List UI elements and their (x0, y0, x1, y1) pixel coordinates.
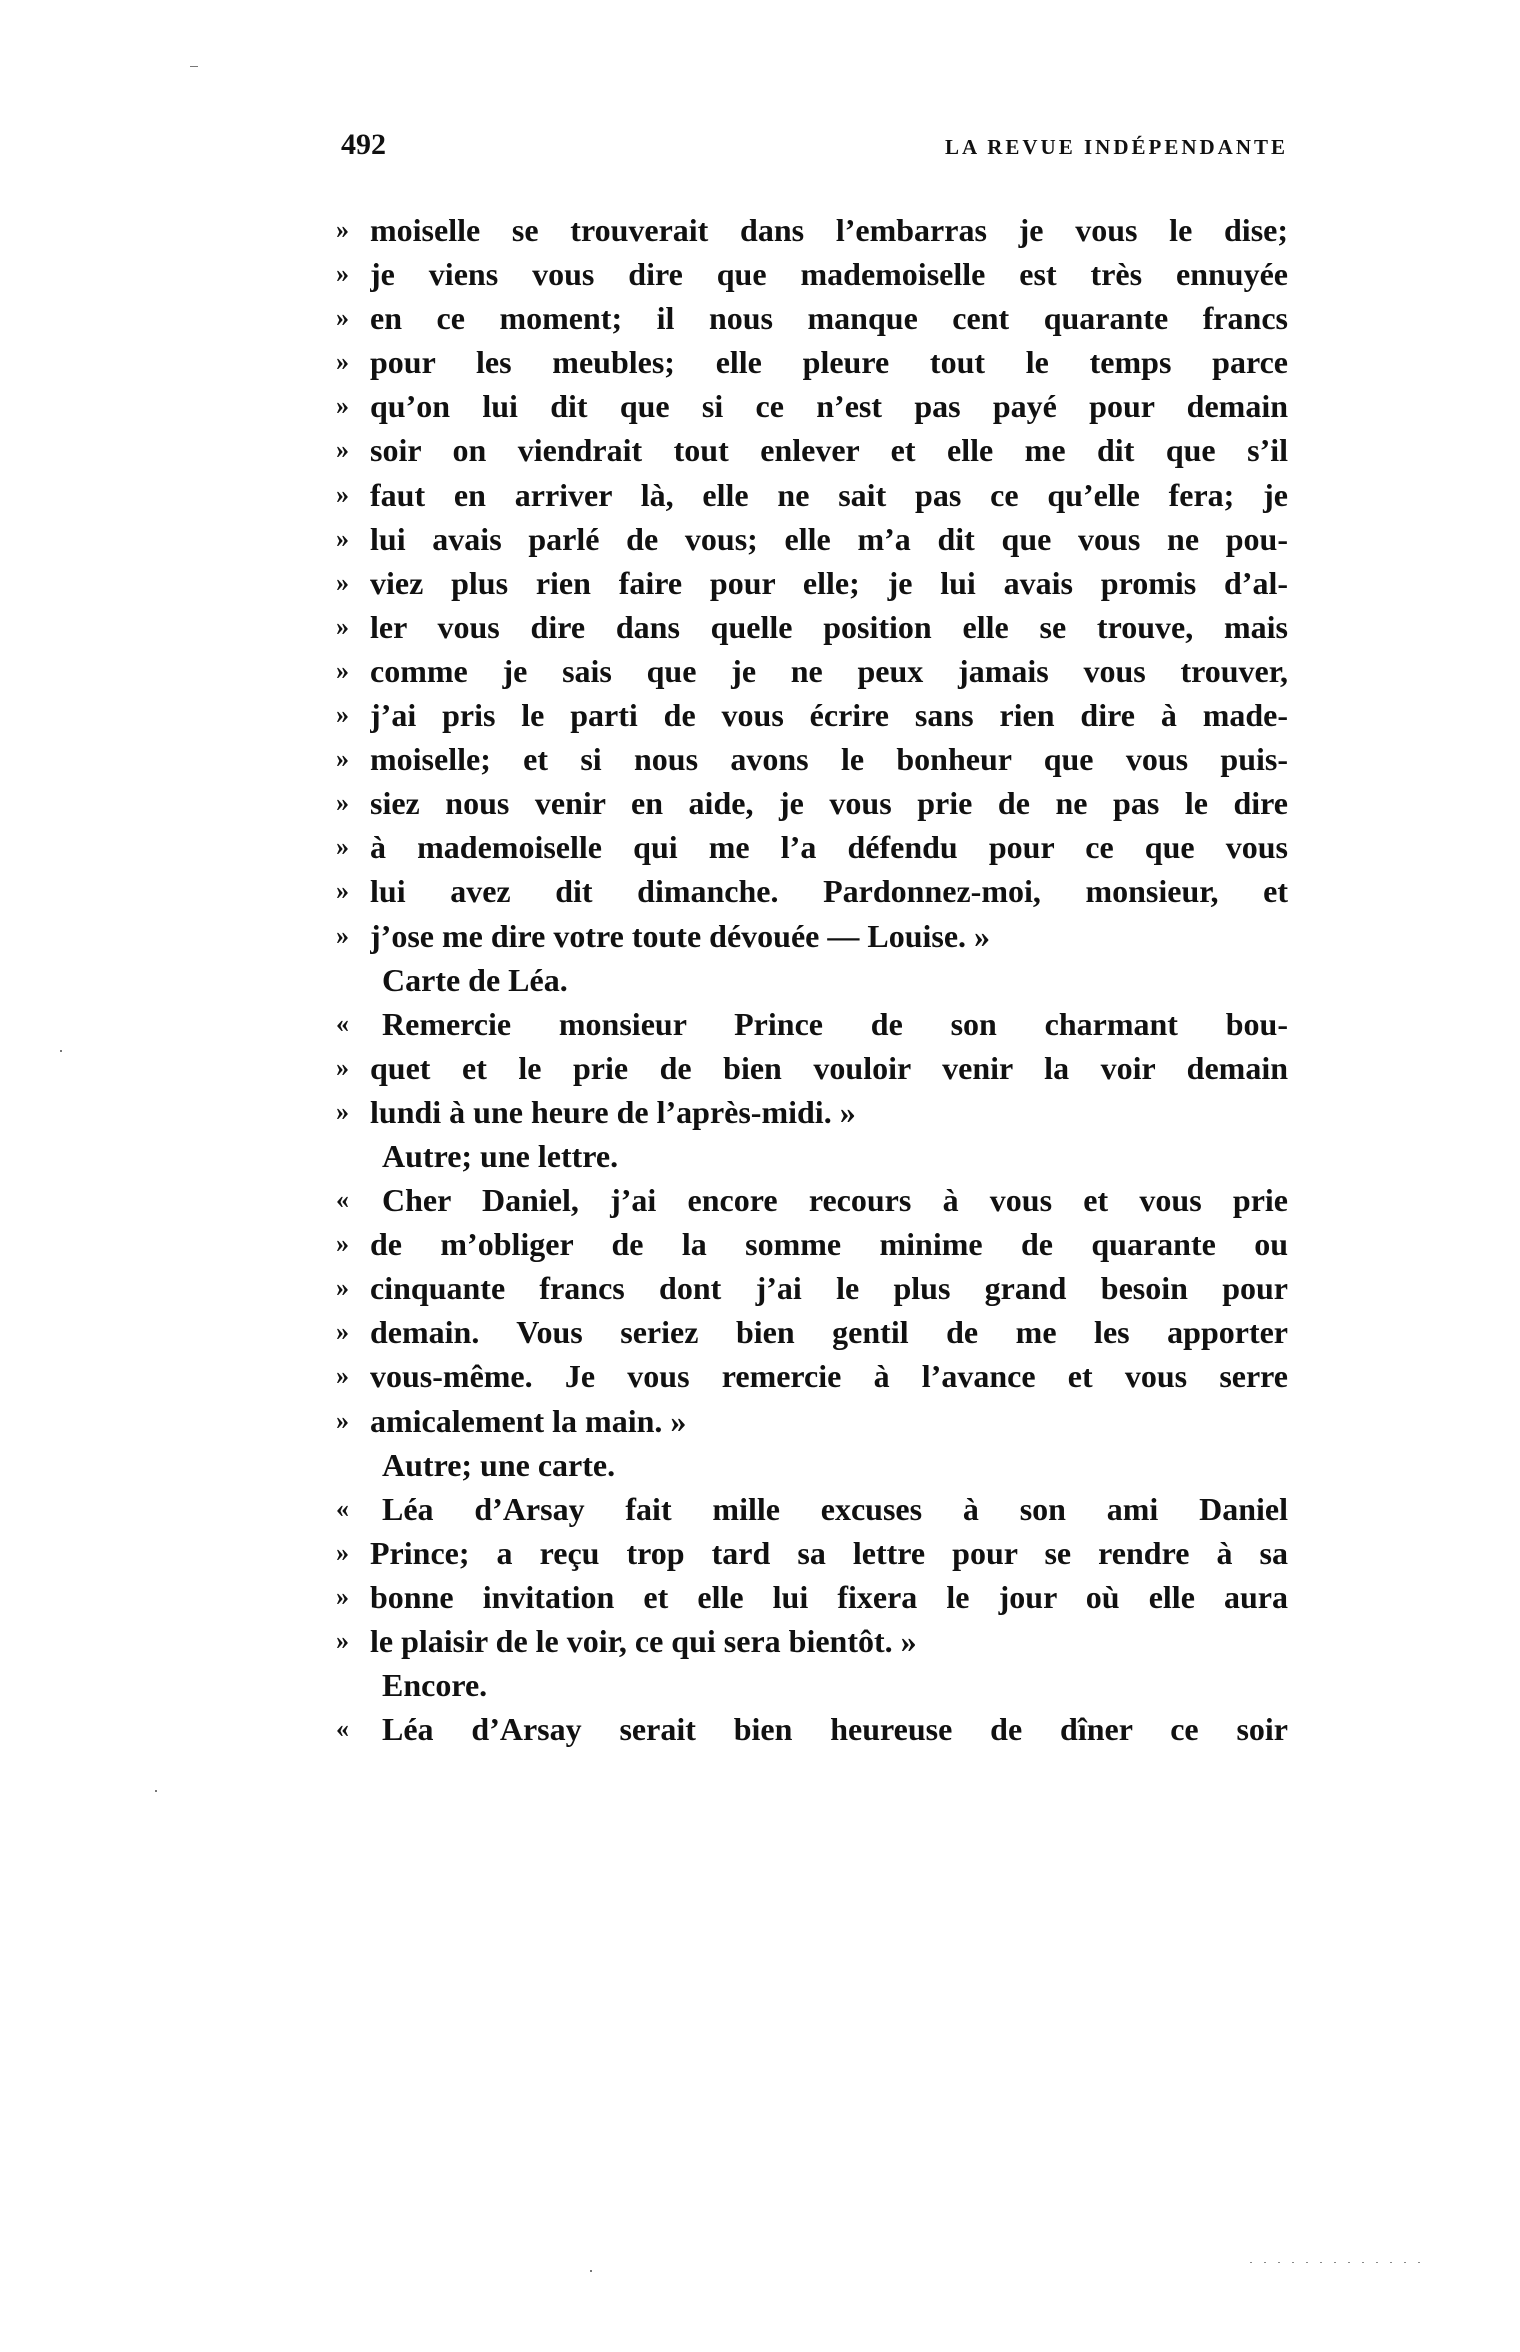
text-line (336, 1310, 1288, 1354)
line-text: Carte de Léa. (382, 961, 568, 998)
guillemet-marker: » (336, 1626, 349, 1655)
text-line (336, 825, 1288, 869)
guillemet-marker: » (336, 567, 349, 597)
line-text: j’ai pris le parti de vous écrire sans rien dire à made- (370, 697, 1288, 734)
text-line (336, 649, 1288, 693)
line-text: moiselle se trouverait dans l’embarras je vous le dise; (370, 212, 1288, 248)
text-line (336, 1090, 1288, 1134)
text-line (336, 517, 1288, 561)
line-text: demain. Vous seriez bien gentil de me les apporter (370, 1314, 1288, 1351)
text-line (336, 473, 1288, 517)
text-line (336, 1531, 1288, 1575)
guillemet-marker: » (336, 523, 349, 553)
guillemet-marker (336, 958, 382, 1002)
line-text: de m’obliger de la somme minime de quarante ou (370, 1226, 1288, 1263)
line-text: Autre; une lettre. (382, 1137, 619, 1174)
guillemet-marker: « (336, 1714, 349, 1744)
text-line (336, 1178, 1288, 1222)
line-text: ler vous dire dans quelle position elle se trouve, mais (370, 608, 1288, 645)
text-line (336, 1619, 1288, 1663)
guillemet-marker: « (336, 1008, 349, 1038)
text-line (336, 914, 1288, 958)
line-text: Prince; a reçu trop tard sa lettre pour se rendre à sa (370, 1534, 1288, 1571)
guillemet-marker: » (336, 1405, 349, 1435)
guillemet-marker: « (336, 1493, 349, 1523)
guillemet-marker: » (336, 215, 349, 244)
guillemet-marker: » (336, 303, 349, 333)
line-text: en ce moment; il nous manque cent quarante francs (370, 300, 1288, 337)
text-line (336, 384, 1288, 428)
text-line (336, 781, 1288, 825)
guillemet-marker: » (336, 744, 349, 774)
guillemet-marker: » (336, 788, 349, 818)
line-text: Encore. (382, 1667, 488, 1704)
guillemet-marker (336, 1134, 382, 1178)
scan-speck (590, 2270, 592, 2272)
guillemet-marker: » (336, 1096, 349, 1126)
guillemet-marker: » (336, 1361, 349, 1391)
line-text: lui avez dit dimanche. Pardonnez-moi, monsieur, et (370, 873, 1288, 910)
page-number: 492 (341, 128, 386, 161)
guillemet-marker: « (336, 1185, 349, 1215)
line-text: qu’on lui dit que si ce n’est pas payé pour demain (370, 388, 1288, 425)
guillemet-marker: » (336, 391, 349, 421)
guillemet-marker (336, 1443, 382, 1487)
text-line (336, 1046, 1288, 1090)
line-text: quet et le prie de bien vouloir venir la voir demain (370, 1049, 1288, 1086)
scan-speck (190, 66, 198, 67)
guillemet-marker: » (336, 1052, 349, 1082)
line-text: Léa d’Arsay fait mille excuses à son ami Daniel (382, 1490, 1288, 1527)
text-line (336, 693, 1288, 737)
scan-speck (60, 1050, 62, 1052)
text-line (336, 1487, 1288, 1531)
text-line (336, 1222, 1288, 1266)
text-line (336, 252, 1288, 296)
text-line (336, 1134, 1288, 1178)
guillemet-marker: » (336, 700, 349, 730)
text-line (336, 1707, 1288, 1751)
text-line (336, 1443, 1288, 1487)
line-text: bonne invitation et elle lui fixera le jour où elle aura (370, 1578, 1288, 1615)
line-text: cinquante francs dont j’ai le plus grand besoin pour (370, 1270, 1288, 1307)
guillemet-marker: » (336, 1581, 349, 1611)
guillemet-marker: » (336, 832, 349, 862)
line-text: Remercie monsieur Prince de son charmant bou- (382, 1005, 1288, 1042)
line-text: faut en arriver là, elle ne sait pas ce qu’elle fera; je (370, 476, 1288, 513)
guillemet-marker: » (336, 876, 349, 906)
guillemet-marker: » (336, 1229, 349, 1259)
guillemet-marker: » (336, 435, 349, 465)
guillemet-marker: » (336, 655, 349, 685)
line-text: moiselle; et si nous avons le bonheur que vous puis- (370, 741, 1288, 778)
line-text: Cher Daniel, j’ai encore recours à vous et vous prie (382, 1182, 1288, 1219)
line-text: pour les meubles; elle pleure tout le temps parce (370, 344, 1288, 381)
guillemet-marker (336, 1663, 382, 1707)
line-text: amicalement la main. » (370, 1402, 687, 1439)
guillemet-marker: » (336, 1317, 349, 1347)
text-line (336, 958, 1288, 1002)
text-line (336, 605, 1288, 649)
text-line (336, 340, 1288, 384)
guillemet-marker: » (336, 1273, 349, 1303)
text-line (336, 737, 1288, 781)
guillemet-marker: » (336, 611, 349, 641)
text-line (336, 1399, 1288, 1443)
scan-speck (1250, 2262, 1430, 2263)
text-line (336, 869, 1288, 913)
scan-speck (155, 1790, 157, 1792)
guillemet-marker: » (336, 479, 349, 509)
guillemet-marker: » (336, 1537, 349, 1567)
line-text: j’ose me dire votre toute dévouée — Louise. » (370, 917, 991, 954)
line-text: lui avais parlé de vous; elle m’a dit que vous ne pou- (370, 520, 1288, 557)
text-line (336, 1354, 1288, 1398)
line-text: je viens vous dire que mademoiselle est très ennuyée (370, 256, 1288, 293)
text-line (336, 1663, 1288, 1707)
line-text: Léa d’Arsay serait bien heureuse de dîner ce soir (382, 1711, 1288, 1748)
line-text: à mademoiselle qui me l’a défendu pour ce que vous (370, 829, 1288, 866)
line-text: vous-même. Je vous remercie à l’avance et vous serre (370, 1358, 1288, 1395)
text-line (336, 561, 1288, 605)
text-line (336, 1266, 1288, 1310)
guillemet-marker: » (336, 259, 349, 289)
guillemet-marker: » (336, 347, 349, 377)
text-line (336, 1575, 1288, 1619)
line-text: le plaisir de le voir, ce qui sera bientôt. » (370, 1623, 917, 1659)
text-line (336, 1002, 1288, 1046)
line-text: viez plus rien faire pour elle; je lui avais promis d’al- (370, 564, 1288, 601)
text-line (336, 296, 1288, 340)
running-header (341, 128, 1288, 162)
line-text: lundi à une heure de l’après-midi. » (370, 1093, 856, 1130)
line-text: soir on viendrait tout enlever et elle me dit que s’il (370, 432, 1288, 469)
text-line (336, 428, 1288, 472)
text-line (336, 208, 1288, 252)
line-text: comme je sais que je ne peux jamais vous trouver, (370, 652, 1288, 689)
line-text: siez nous venir en aide, je vous prie de ne pas le dire (370, 785, 1288, 822)
running-title: LA REVUE INDÉPENDANTE (944, 135, 1288, 159)
page-body-text (336, 208, 1288, 1751)
line-text: Autre; une carte. (382, 1446, 616, 1483)
guillemet-marker: » (336, 920, 349, 950)
